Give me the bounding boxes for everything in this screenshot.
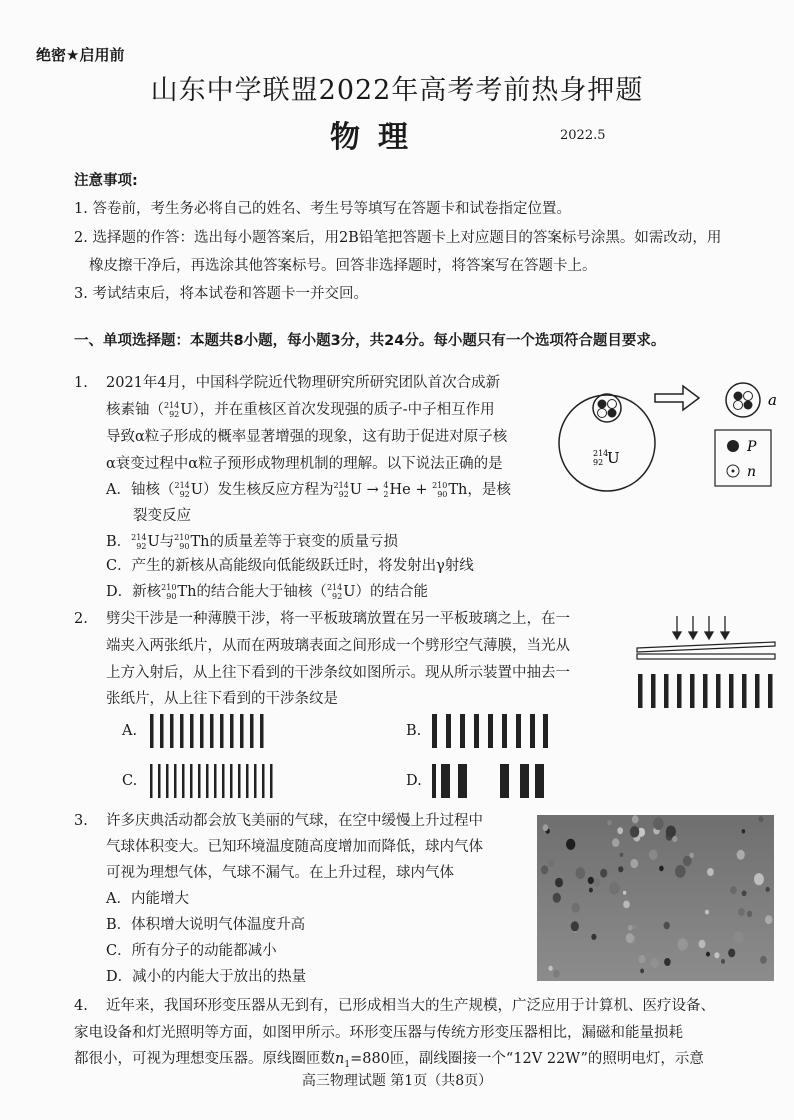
balloon — [664, 958, 671, 966]
balloon — [742, 890, 747, 896]
balloon — [630, 826, 639, 837]
balloon — [678, 938, 688, 950]
balloon — [738, 908, 745, 916]
q3-line-3: 可视为理想气体，气球不漏气。在上升过程，球内气体 — [106, 865, 454, 881]
lower-glass-plate — [637, 654, 775, 659]
balloon — [760, 956, 767, 964]
balloon — [572, 903, 580, 913]
balloon — [633, 925, 636, 929]
note-1: 1. 答卷前，考生务必将自己的姓名、考生号等填写在答题卡和试卷指定位置。 — [74, 201, 571, 217]
q1-line-3: 导致α粒子形成的概率显著增强的现象，这有助于促进对原子核 — [106, 429, 508, 445]
q1-figure — [555, 378, 785, 493]
balloon — [628, 925, 633, 931]
q3-number: 3. — [74, 813, 88, 829]
q4-line-1: 近年来，我国环形变压器从无到有，已形成相当大的生产规模，广泛应用于计算机、医疗设备、 — [106, 998, 715, 1014]
balloon — [612, 838, 619, 847]
q1-option-c: C．产生的新核从高能级向低能级跃迁时，将发射出γ射线 — [106, 558, 474, 574]
alpha-cluster-circle — [593, 394, 621, 422]
legend-proton-icon — [727, 440, 739, 452]
balloon — [541, 865, 548, 874]
q1-option-d: D．新核 210 90 Th的结合能大于铀核（ 214 92 U）的结合能 — [106, 583, 428, 601]
legend-neutron-label: n — [747, 464, 757, 480]
q2-line-4: 张纸片，从上往下看到的干涉条纹是 — [106, 691, 338, 707]
balloon — [571, 921, 579, 931]
balloon — [632, 815, 639, 823]
q4-line-2: 家电设备和灯光照明等方面，如图甲所示。环形变压器与传统方形变压器相比，漏磁和能量损耗 — [74, 1025, 683, 1041]
balloon — [576, 867, 586, 879]
proton-dot — [598, 400, 607, 409]
balloon — [639, 955, 646, 963]
balloon — [589, 888, 593, 893]
balloon — [640, 969, 644, 974]
exam-title: 山东中学联盟2022年高考考前热身押题 — [150, 75, 644, 106]
q3-line-2: 气球体积变大。已知环境温度随高度增加而降低，球内气体 — [106, 839, 483, 855]
balloon — [651, 958, 659, 968]
balloon — [617, 827, 623, 834]
balloon — [618, 866, 623, 872]
fringe-pattern — [638, 674, 773, 708]
q2-option-b-label: B. — [406, 723, 422, 739]
fig-u-symbol: U — [607, 449, 620, 467]
fig-u-mass: 214 — [593, 449, 609, 458]
q2-option-c-label: C. — [122, 773, 138, 789]
subject-title: 物理 — [330, 120, 426, 155]
balloon — [626, 933, 634, 943]
balloon — [666, 826, 676, 838]
page-footer: 高三物理试题 第1页（共8页） — [301, 1073, 493, 1089]
balloon — [721, 959, 725, 964]
balloon — [566, 839, 575, 850]
q4-line-3: 都很小，可视为理想变压器。原线圈匝数$n_1=880$匝，副线圈接一个“12V 22W”的照明电灯，示意 — [74, 1051, 704, 1070]
balloon — [653, 817, 664, 830]
balloon — [591, 934, 596, 940]
q1-line-1: 2021年4月，中国科学院近代物理研究所研究团队首次合成新 — [106, 375, 501, 391]
balloon — [548, 859, 555, 867]
q3-option-c: C．所有分子的动能都减小 — [106, 943, 277, 959]
balloon — [699, 940, 706, 948]
legend-proton-label: P — [747, 439, 757, 455]
balloon — [765, 915, 772, 924]
exam-date: 2022.5 — [560, 128, 606, 143]
q1-line-2: 核素铀（ 214 92 U），并在重核区首次发现强的质子-中子相互作用 — [106, 401, 495, 419]
q3-option-a: A．内能增大 — [106, 891, 189, 907]
q1-line-4: α衰变过程中α粒子预形成物理机制的理解。以下说法正确的是 — [106, 456, 503, 472]
q3-line-1: 许多庆典活动都会放飞美丽的气球，在空中缓慢上升过程中 — [106, 813, 483, 829]
q2-line-1: 劈尖干涉是一种薄膜干涉，将一平板玻璃放置在另一平板玻璃之上，在一 — [106, 611, 570, 627]
q1-option-a: A．铀核（ 214 92 U）发生核反应方程为 214 92 U → 4 2 He + 210 90 Th，是核 — [106, 481, 511, 499]
section-heading: 一、单项选择题：本题共8小题，每小题3分，共24分。每小题只有一个选项符合题目要求。 — [74, 333, 666, 349]
balloon — [675, 865, 686, 878]
legend-box — [715, 430, 771, 486]
balloon — [649, 850, 658, 861]
alpha-particle-circle — [726, 383, 760, 417]
balloon — [600, 869, 607, 878]
balloon — [672, 836, 677, 842]
neutron-dot — [598, 409, 607, 418]
balloon — [706, 952, 710, 957]
q2-line-2: 端夹入两张纸片，从而在两玻璃表面之间形成一个劈形空气薄膜，当光从 — [106, 638, 570, 654]
q2-option-c-fringes — [150, 764, 275, 798]
balloon — [766, 887, 770, 892]
balloon — [664, 922, 670, 930]
q2-option-b-fringes — [432, 714, 550, 748]
balloon — [728, 949, 735, 958]
balloon — [553, 970, 560, 978]
q2-line-3: 上方入射后，从上往下看到的干涉条纹如图所示。现从所示装置中抽去一 — [106, 665, 570, 681]
balloon — [588, 877, 594, 884]
balloon — [754, 873, 764, 885]
balloon — [659, 866, 664, 872]
balloon — [609, 882, 620, 895]
balloon — [553, 893, 561, 903]
proton-dot — [608, 409, 617, 418]
q2-number: 2. — [74, 611, 88, 627]
q2-option-d-fringes — [432, 764, 547, 798]
arrow-right-icon — [655, 386, 699, 410]
q1-option-b: B． 214 92 U与 210 90 Th的质量差等于衰变的质量亏损 — [106, 533, 398, 551]
q2-wedge-figure — [635, 612, 780, 712]
balloon — [607, 820, 611, 825]
balloon — [737, 850, 745, 860]
q2-option-a-fringes — [150, 714, 275, 748]
upper-glass-plate — [637, 642, 775, 652]
nuclide-u: 214 92 — [164, 401, 180, 419]
balloon — [714, 952, 719, 958]
q1-option-a-cont: 裂变反应 — [133, 508, 191, 524]
q4-number: 4. — [74, 998, 88, 1014]
q2-option-a-label: A. — [122, 723, 138, 739]
q3-option-d: D．减小的内能大于放出的热量 — [106, 969, 307, 985]
fig-u-z: 92 — [593, 458, 604, 467]
balloon — [707, 868, 714, 876]
uranium-nucleus-circle — [559, 395, 655, 491]
balloon — [623, 891, 626, 895]
balloon — [548, 966, 552, 971]
balloon — [543, 824, 549, 831]
balloon — [742, 829, 746, 833]
balloon — [630, 859, 638, 868]
balloon — [620, 853, 624, 857]
balloon — [594, 878, 601, 886]
q3-option-b: B．体积增大说明气体温度升高 — [106, 917, 306, 933]
confidential-label: 绝密★启用前 — [36, 46, 125, 64]
balloon — [730, 886, 737, 894]
balloon — [555, 878, 563, 888]
notes-title: 注意事项: — [74, 173, 138, 189]
q2-option-d-label: D. — [406, 773, 422, 789]
balloon — [689, 853, 693, 858]
note-3: 3. 考试结束后，将本试卷和答题卡一并交回。 — [74, 286, 368, 302]
balloon — [747, 911, 752, 918]
balloon — [733, 931, 743, 943]
q3-balloon-photo — [537, 815, 774, 981]
balloon — [705, 910, 709, 915]
balloon — [758, 816, 763, 822]
alpha-label: a — [768, 391, 777, 409]
note-2-cont: 橡皮擦干净后，再选涂其他答案标号。回答非选择题时，将答案写在答题卡上。 — [89, 258, 597, 274]
balloon — [623, 901, 630, 909]
note-2: 2. 选择题的作答：选出每小题答案后，用2B铅笔把答题卡上对应题目的答案标号涂黑。如需改动，用 — [74, 230, 722, 246]
q1-number: 1. — [74, 375, 88, 391]
neutron-dot — [608, 400, 617, 409]
